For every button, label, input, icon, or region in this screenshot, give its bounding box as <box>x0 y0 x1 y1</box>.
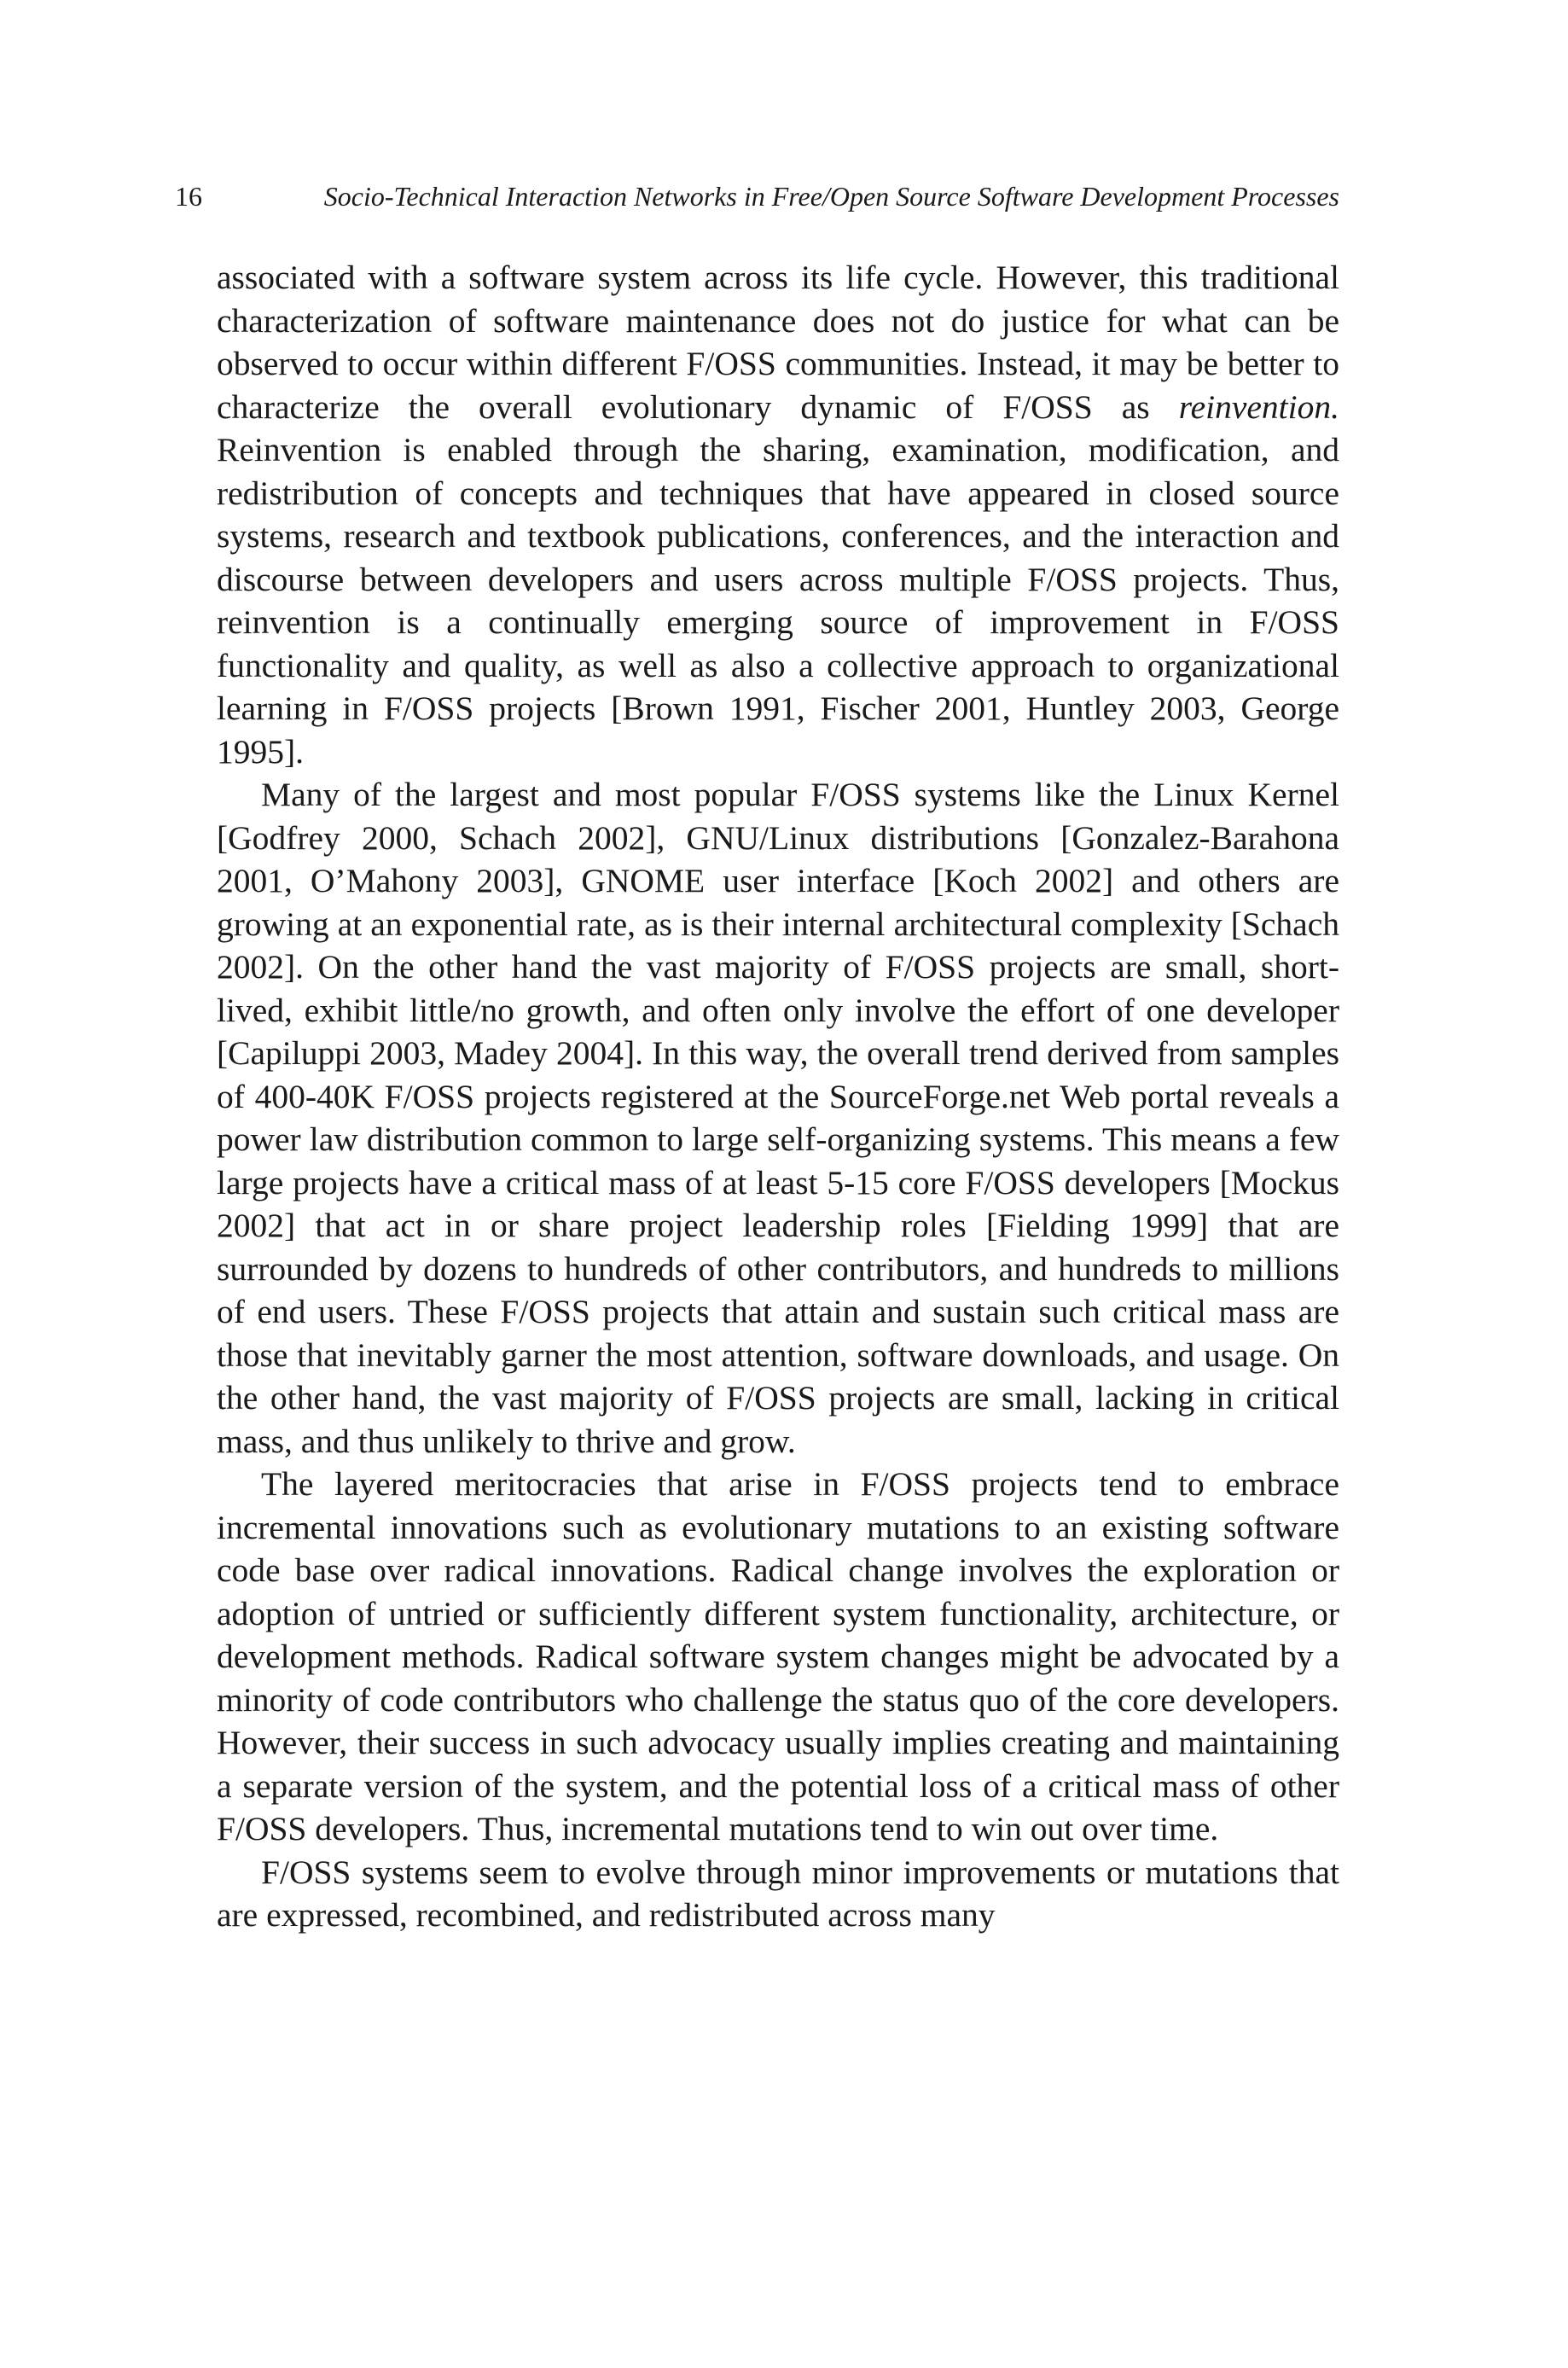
paragraph-3: The layered meritocracies that arise in F/OSS projects tend to embrace incremental innovations such as evolutionary mutations to an existing software code base over radical innovations. Radical change involves the exploration or adoption of untried or sufficiently different system functionality, architecture, or development methods. Radical software system changes might be advocated by a minority of code contributors who challenge the status quo of the core developers. However, their success in such advocacy usually implies creating and maintaining a separate version of the system, and the potential loss of a critical mass of other F/OSS developers. Thus, incremental mutations tend to win out over time. <box>217 1465 1339 1847</box>
paragraph-1 <box>217 256 1339 773</box>
running-header <box>175 179 1339 213</box>
paragraph-2: Many of the largest and most popular F/OSS systems like the Linux Kernel [Godfrey 2000, Schach 2002], GNU/Linux distributions [Gonzalez-Barahona 2001, O’Mahony 2003], GNOME user interface [Koch 2002] and others are growing at an exponential rate, as is their internal architectural complexity [Schach 2002]. On the other hand the vast majority of F/OSS projects are small, short-lived, exhibit little/no growth, and often only involve the effort of one developer [Capiluppi 2003, Madey 2004]. In this way, the overall trend derived from samples of 400-40K F/OSS projects registered at the SourceForge.net Web portal reveals a power law distribution common to large self-organizing systems. This means a few large projects have a critical mass of at least 5-15 core F/OSS developers [Mockus 2002] that act in or share project leadership roles [Fielding 1999] that are surrounded by dozens to hundreds of other contributors, and hundreds to millions of end users. These F/OSS projects that attain and sustain such critical mass are those that inevitably garner the most attention, software downloads, and usage. On the other hand, the vast majority of F/OSS projects are small, lacking in critical mass, and thus unlikely to thrive and grow. <box>217 776 1339 1460</box>
paragraph-1-text-before: associated with a software system across its life cycle. However, this traditional characterization of software maintenance does not do justice for what can be observed to occur within different F/OSS communities. Instead, it may be better to characterize the overall evolutionary dynamic of F/OSS as <box>217 259 1339 426</box>
emphasis-reinvention: reinvention. <box>1178 387 1339 426</box>
body-text <box>217 256 1339 1937</box>
paragraph-1-text-after: Reinvention is enabled through the sharing, examination, modification, and redistribution of concepts and techniques that have appeared in closed source systems, research and textbook publications, conferences, and the interaction and discourse between developers and users across multiple F/OSS projects. Thus, reinvention is a continually emerging source of improvement in F/OSS functionality and quality, as well as also a collective approach to organizational learning in F/OSS projects [Brown 1991, Fischer 2001, Huntley 2003, George 1995]. <box>217 431 1339 771</box>
running-title: Socio-Technical Interaction Networks in Free/Open Source Software Development Processes <box>323 181 1339 212</box>
page-number: 16 <box>175 181 202 212</box>
paragraph-4: F/OSS systems seem to evolve through minor improvements or mutations that are expressed, recombined, and redistributed across many <box>217 1853 1339 1934</box>
